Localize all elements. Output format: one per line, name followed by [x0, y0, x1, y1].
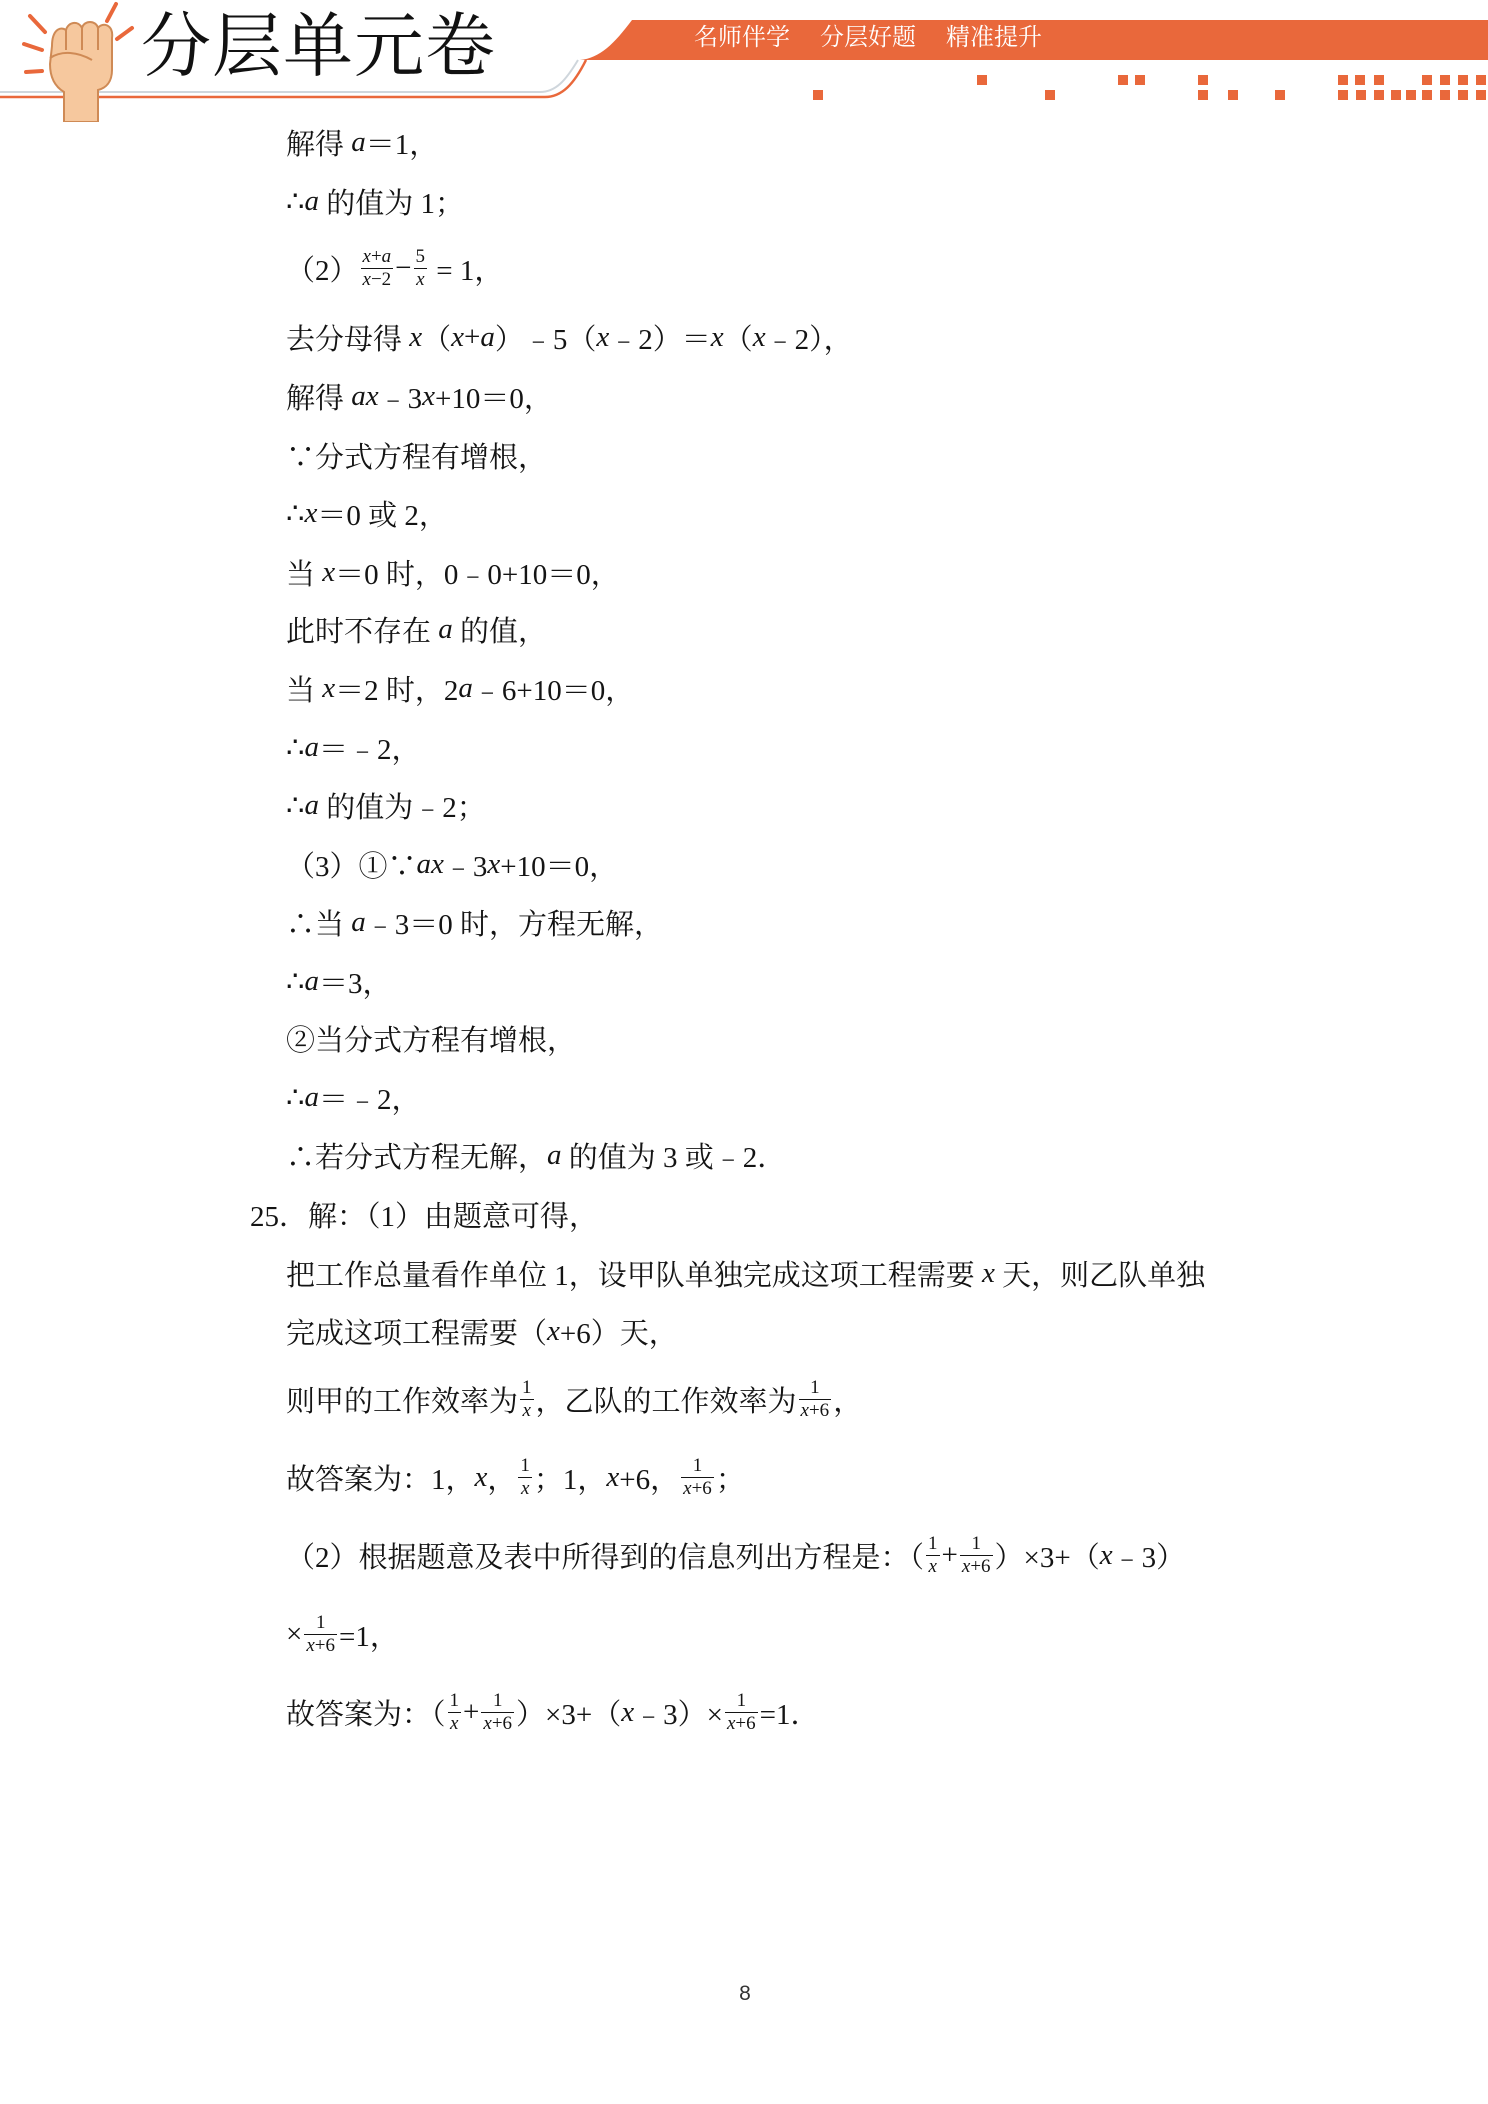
math-variable: x: [683, 1477, 692, 1499]
math-variable: a: [480, 320, 495, 353]
fraction-numerator: [491, 1690, 505, 1712]
solution-line: [286, 1307, 678, 1355]
text-run: ×: [286, 1617, 303, 1650]
text-run: ﹣3）: [1112, 1541, 1186, 1574]
math-variable: x: [621, 1695, 635, 1728]
solution-line: [286, 1131, 786, 1179]
text-run: ＝﹣2，: [318, 733, 421, 766]
solution-line: [286, 840, 618, 888]
text-run: =1．: [759, 1698, 820, 1731]
fraction-numerator: [518, 1455, 532, 1477]
text-run: ）﹣5（: [494, 323, 597, 356]
decor-square: [1440, 90, 1450, 100]
text-run: ∴: [286, 1081, 305, 1114]
text-run: （3）①∵: [286, 850, 417, 883]
text-run: ＝1，: [365, 128, 439, 161]
text-run: ＝﹣2，: [318, 1083, 421, 1116]
decor-square: [1476, 90, 1486, 100]
text-run: ，: [487, 1463, 517, 1496]
page-number: 8: [739, 1982, 751, 2005]
text-run: ∴: [286, 731, 305, 764]
decor-square: [1275, 90, 1285, 100]
text-run: +10＝0，: [435, 382, 553, 415]
decor-square: [1391, 90, 1401, 100]
math-variable: ax: [351, 379, 379, 412]
solution-line: [286, 664, 634, 712]
text-run: 5: [415, 245, 426, 267]
raised-fist-icon: [18, 0, 138, 122]
fraction: [361, 246, 394, 291]
fraction-denominator: [681, 1477, 714, 1500]
text-run: =1，: [339, 1620, 399, 1653]
text-run: 天，则乙队单独: [994, 1259, 1206, 1292]
math-variable: a: [304, 964, 319, 997]
math-variable: x: [362, 245, 371, 267]
math-variable: x: [304, 496, 318, 529]
text-run: +6: [491, 1712, 513, 1734]
fraction: [481, 1690, 514, 1735]
decor-square: [1406, 90, 1416, 100]
text-run: 故答案为：1，: [286, 1463, 475, 1496]
text-run: = 1，: [429, 254, 504, 287]
decor-square: [1374, 75, 1384, 85]
text-run: ∴: [286, 789, 305, 822]
math-variable: x: [606, 1460, 620, 1493]
text-run: 此时不存在: [286, 615, 439, 648]
math-variable: x: [362, 268, 371, 290]
text-run: 1: [692, 1454, 703, 1476]
fraction-denominator: [960, 1555, 993, 1578]
text-run: ；1，: [533, 1463, 607, 1496]
math-variable: x: [547, 1314, 560, 1347]
math-variable: a: [438, 612, 453, 645]
math-variable: x: [450, 1712, 459, 1734]
text-run: 1: [810, 1376, 820, 1398]
math-variable: a: [304, 1080, 319, 1113]
text-run: ∴: [286, 497, 305, 530]
solution-line: [286, 1531, 1185, 1579]
fraction: [926, 1533, 940, 1578]
text-run: +: [941, 1538, 958, 1571]
text-run: ﹣3＝0 时，方程无解，: [365, 908, 664, 941]
decor-square: [1422, 90, 1432, 100]
math-variable: a: [304, 730, 319, 763]
fraction-numerator: [926, 1533, 940, 1555]
solution-line: [286, 372, 553, 420]
decor-square: [1374, 90, 1384, 100]
math-variable: x: [1099, 1538, 1113, 1571]
text-run: 去分母得: [286, 323, 410, 356]
text-run: ∴若分式方程无解，: [286, 1141, 548, 1174]
text-run: 的值为﹣2；: [318, 791, 486, 824]
decor-square: [1355, 75, 1365, 85]
solution-line: [286, 723, 420, 771]
text-run: ∴: [286, 965, 305, 998]
text-run: 1: [928, 1532, 938, 1554]
text-run: +6）天，: [559, 1317, 678, 1350]
text-run: ）×3+（: [994, 1541, 1100, 1574]
math-variable: x: [451, 320, 465, 353]
text-run: ﹣3: [378, 382, 423, 415]
text-run: ∴: [286, 185, 305, 218]
math-variable: a: [381, 245, 392, 267]
solution-line: [286, 1249, 1205, 1297]
text-run: −2: [370, 268, 392, 290]
fraction-numerator: [691, 1455, 705, 1477]
text-run: ∴当: [286, 908, 352, 941]
math-variable: x: [928, 1555, 937, 1577]
decor-square: [1338, 75, 1348, 85]
text-run: ﹣6+10＝0，: [472, 674, 635, 707]
text-run: ﹣2），: [765, 323, 853, 356]
math-variable: a: [304, 788, 319, 821]
fraction-numerator: [520, 1377, 534, 1399]
text-run: ∵分式方程有增根，: [286, 441, 548, 474]
text-run: 1: [971, 1532, 981, 1554]
text-run: +6: [735, 1712, 756, 1734]
text-run: 25．解：（1）由题意可得，: [250, 1200, 599, 1233]
text-run: ②当分式方程有增根，: [286, 1024, 577, 1057]
text-run: +6: [970, 1555, 991, 1577]
fraction-denominator: [926, 1555, 940, 1578]
slogan-item: 分层好题: [820, 24, 916, 51]
fraction-numerator: [969, 1533, 983, 1555]
text-run: +: [370, 245, 382, 267]
decor-square: [1198, 90, 1208, 100]
text-run: 故答案为：（: [286, 1698, 446, 1731]
text-run: 解得: [286, 382, 352, 415]
fraction-numerator: [414, 246, 428, 268]
text-run: +6: [691, 1477, 712, 1499]
text-run: 1: [492, 1689, 503, 1711]
fraction: [960, 1533, 993, 1578]
banner-slogans: [694, 22, 1042, 54]
math-variable: x: [752, 320, 766, 353]
text-run: 的值，: [452, 615, 548, 648]
solution-line: [286, 898, 663, 946]
fraction-numerator: [361, 246, 394, 268]
solution-line: [286, 177, 464, 225]
text-run: ，: [833, 1385, 863, 1418]
slogan-item: 精准提升: [946, 24, 1042, 51]
fraction-denominator: [799, 1399, 832, 1422]
fraction-numerator: [448, 1690, 462, 1712]
math-variable: x: [409, 320, 423, 353]
decor-square: [1458, 90, 1468, 100]
decor-square: [1045, 90, 1055, 100]
solution-line: [286, 781, 486, 829]
text-run: ，乙队的工作效率为: [535, 1385, 797, 1418]
text-run: ＝0 时，0﹣0+10＝0，: [335, 558, 620, 591]
decor-square: [1228, 90, 1238, 100]
math-variable: x: [483, 1712, 492, 1734]
fraction-denominator: [520, 1399, 534, 1422]
math-variable: a: [458, 671, 473, 704]
text-run: 当: [286, 558, 323, 591]
math-variable: x: [422, 379, 436, 412]
text-run: 解得: [286, 128, 352, 161]
fraction: [518, 1455, 532, 1500]
solution-line: [286, 118, 438, 166]
math-variable: x: [322, 671, 336, 704]
text-run: （: [723, 323, 753, 356]
fraction: [448, 1690, 462, 1735]
text-run: ＝0 或 2，: [317, 499, 448, 532]
decor-square: [1422, 75, 1432, 85]
decor-square: [1458, 75, 1468, 85]
text-run: 的值为 3 或﹣2．: [561, 1141, 787, 1174]
fraction-denominator: [518, 1477, 532, 1500]
math-variable: a: [351, 905, 366, 938]
math-variable: x: [982, 1256, 995, 1289]
math-variable: x: [306, 1634, 315, 1656]
text-run: 1: [449, 1689, 460, 1711]
slogan-item: 名师伴学: [694, 24, 790, 51]
fraction-denominator: [414, 268, 428, 291]
decor-square: [1338, 90, 1348, 100]
decor-square: [1476, 75, 1486, 85]
text-run: ﹣2）＝: [609, 323, 711, 356]
math-variable: x: [800, 1399, 809, 1421]
decor-square: [813, 90, 823, 100]
solution-line: [286, 1073, 420, 1121]
math-variable: ax: [416, 847, 444, 880]
fraction: [304, 1612, 337, 1657]
text-run: ﹣3）×: [634, 1698, 723, 1731]
solution-line: [286, 1610, 399, 1658]
text-run: +10＝0，: [500, 850, 619, 883]
math-variable: x: [487, 847, 501, 880]
solution-line: [286, 605, 547, 653]
fraction: [681, 1455, 714, 1500]
text-run: （2）根据题意及表中所得到的信息列出方程是：（: [286, 1541, 925, 1574]
fraction-denominator: [304, 1634, 337, 1657]
text-run: （: [422, 323, 452, 356]
math-variable: x: [726, 1712, 736, 1734]
question-heading: [250, 1190, 598, 1238]
math-variable: x: [322, 555, 336, 588]
decor-square: [1198, 75, 1208, 85]
text-run: 完成这项工程需要（: [286, 1317, 548, 1350]
decor-square: [977, 75, 987, 85]
text-run: 当: [286, 674, 323, 707]
math-variable: x: [522, 1399, 531, 1421]
text-run: +6: [808, 1399, 830, 1421]
solution-line: [286, 1688, 820, 1736]
math-variable: a: [304, 184, 319, 217]
text-run: 1: [520, 1454, 530, 1476]
decor-squares-pattern: [813, 75, 1486, 100]
fraction-numerator: [735, 1690, 749, 1712]
text-run: （2）: [286, 254, 359, 287]
solution-line: [286, 1453, 745, 1501]
series-title: 分层单元卷: [141, 5, 496, 87]
fraction: [725, 1690, 758, 1735]
fraction-numerator: [314, 1612, 328, 1634]
fraction: [520, 1377, 534, 1422]
text-run: +6，: [619, 1463, 680, 1496]
text-run: 1: [522, 1376, 532, 1398]
math-variable: x: [710, 320, 724, 353]
fraction-denominator: [481, 1712, 514, 1735]
fraction-numerator: [808, 1377, 822, 1399]
decor-square: [1118, 75, 1128, 85]
fraction-denominator: [448, 1712, 462, 1735]
text-run: 把工作总量看作单位 1，设甲队单独完成这项工程需要: [286, 1259, 983, 1292]
solution-line: [286, 244, 503, 292]
math-variable: x: [961, 1555, 971, 1577]
math-variable: a: [351, 125, 366, 158]
text-run: ；: [715, 1463, 745, 1496]
fraction-denominator: [361, 268, 394, 291]
text-run: +: [463, 1695, 480, 1728]
text-run: +6: [314, 1634, 336, 1656]
fraction-denominator: [725, 1712, 758, 1735]
math-variable: a: [547, 1138, 562, 1171]
text-run: ）×3+（: [516, 1698, 622, 1731]
text-run: 1: [736, 1689, 747, 1711]
text-run: 的值为 1；: [318, 187, 464, 220]
decor-square: [1135, 75, 1145, 85]
text-run: ＝3，: [318, 967, 392, 1000]
fraction: [414, 246, 428, 291]
math-variable: x: [416, 268, 425, 290]
math-variable: x: [596, 320, 610, 353]
math-variable: x: [520, 1477, 530, 1499]
text-run: ﹣3: [443, 850, 488, 883]
fraction: [799, 1377, 832, 1422]
math-variable: x: [474, 1460, 488, 1493]
solution-line: [286, 431, 547, 479]
text-run: 则甲的工作效率为: [286, 1385, 519, 1418]
solution-line: [286, 957, 391, 1005]
solution-line: [286, 313, 853, 361]
solution-line: [286, 489, 448, 537]
decor-square: [1356, 90, 1366, 100]
text-run: −: [395, 251, 412, 284]
solution-line: [286, 1014, 576, 1062]
text-run: ＝2 时，2: [335, 674, 459, 707]
decor-square: [1440, 75, 1450, 85]
text-run: 1: [315, 1611, 326, 1633]
text-run: +: [464, 320, 481, 353]
solution-line: [286, 548, 620, 596]
solution-line: [286, 1375, 862, 1423]
